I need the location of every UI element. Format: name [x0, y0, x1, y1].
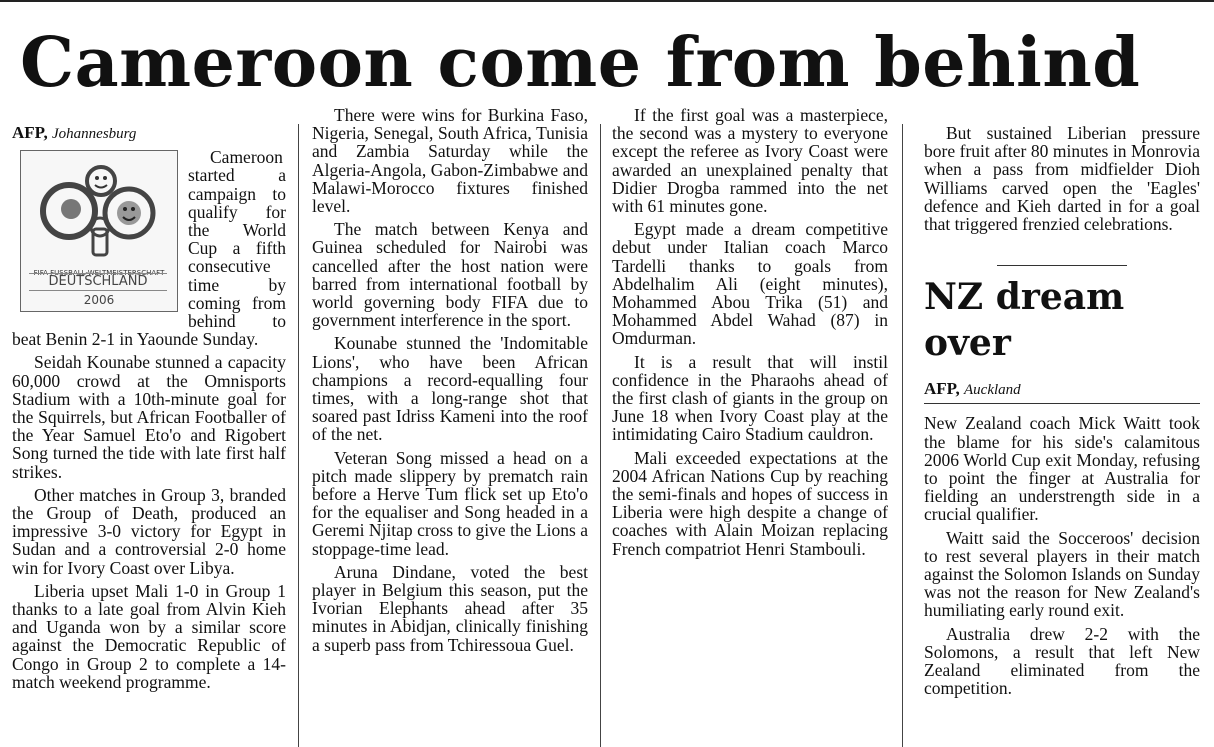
top-rule: [0, 0, 1214, 2]
article-paragraph: Other matches in Group 3, branded the Group of Death, produced an impressive 3-0 victory for Egypt in Sudan and a controversial 2-0 home win for Ivory Coast over Libya.: [12, 484, 286, 578]
article-paragraph: The match between Kenya and Guinea scheduled for Nairobi was cancelled after the host nation were barred from international football by world governing body FIFA due to government interference in the sport.: [312, 219, 588, 331]
column-divider: [600, 124, 601, 747]
sidebar-paragraph: Australia drew 2-2 with the Solomons, a result that left New Zealand eliminated from the competition.: [924, 623, 1200, 699]
column-1: [12, 124, 286, 696]
article-paragraph: It is a result that will instil confidence in the Pharaohs ahead of the first clash of giants in the group on June 18 when Ivory Coast play at the intimidating Cairo Stadium cauldron.: [612, 351, 888, 445]
page-headline: Cameroon come from behind: [20, 23, 1141, 103]
article-paragraph: If the first goal was a masterpiece, the second was a mystery to everyone except the referee as Ivory Coast were awarded an unexplained penalty that Didier Drogba rammed into the net with 61 minutes gone.: [612, 105, 888, 217]
column-divider: [902, 124, 903, 747]
world-cup-emblem-icon: [21, 151, 177, 263]
article-paragraph: Kounabe stunned the 'Indomitable Lions', who have been African champions a record-equalling four times, with a long-range shot that soared past Idriss Kameni into the roof of the net.: [312, 333, 588, 445]
sidebar-rule: [997, 265, 1127, 266]
byline-place: Johannesburg: [52, 126, 137, 142]
sidebar-paragraph: New Zealand coach Mick Waitt took the blame for his side's calamitous 2006 World Cup exit Monday, refusing to point the finger at Australia for fielding an understrength side in a crucial qualifier.: [924, 413, 1200, 525]
sidebar-paragraph: Waitt said the Socceroos' decision to rest several players in their match against the Solomon Islands on Sunday was not the reason for New Zealand's humiliating early round exit.: [924, 527, 1200, 621]
article-paragraph: Veteran Song missed a head on a pitch made slippery by prematch rain before a Herve Tum flick set up Eto'o for the equaliser and Song headed in a Geremi Njitap cross to give the Lions a stoppage-time lead.: [312, 447, 588, 559]
sidebar-byline-place: Auckland: [964, 382, 1021, 399]
sidebar-byline: [924, 380, 1200, 404]
sidebar-headline: NZ dream over: [924, 276, 1125, 365]
article-paragraph: Cameroon started a campaign to qualify for the World Cup a fifth consecutive time by coming from behind to beat Benin 2-1 in Yaounde Sunday.: [12, 147, 286, 350]
logo-caption: FIFA FUSSBALL-WELTMEISTERSCHAFT: [33, 269, 165, 278]
article-paragraph: But sustained Liberian pressure bore fruit after 80 minutes in Monrovia when a pass from midfielder Dioh Williams carved open the 'Eagles' defence and Kieh darted in for a goal that triggered frenzied celebrations.: [924, 123, 1200, 235]
article-paragraph: Mali exceeded expectations at the 2004 African Nations Cup by reaching the semi-finals and hopes of success in Liberia were high despite a change of coaches with Alain Moizan replacing French compatriot Henri Stambouli.: [612, 447, 888, 559]
sidebar-byline-agency: AFP,: [924, 379, 960, 399]
logo-country: DEUTSCHLAND: [29, 273, 167, 291]
logo-year: 2006: [83, 293, 115, 308]
article-paragraph: Aruna Dindane, voted the best player in Belgium this season, put the Ivorian Elephants ahead after 35 minutes in Abidjan, clinically finishing a superb pass from Tchiressoua Guel.: [312, 561, 588, 655]
column-divider: [298, 124, 299, 747]
world-cup-logo: [20, 150, 178, 312]
byline-agency: AFP,: [12, 123, 48, 142]
column-2: [312, 106, 588, 659]
article-paragraph: There were wins for Burkina Faso, Nigeria, Senegal, South Africa, Tunisia and Zambia Saturday while the Algeria-Angola, Gabon-Zimbabwe and Malawi-Morocco fixtures finished level.: [312, 105, 588, 217]
column-4: [924, 124, 1200, 702]
article-paragraph: Liberia upset Mali 1-0 in Group 1 thanks to a late goal from Alvin Kieh and Uganda won by a similar score against the Democratic Republic of Congo in Group 2 to complete a 14-match weekend programme.: [12, 580, 286, 692]
column-3: [612, 106, 888, 563]
article-paragraph: Egypt made a dream competitive debut under Italian coach Marco Tardelli thanks to goals from Abdelhalim Ali (eight minutes), Mohammed Abou Trika (51) and Mohammed Abdel Wahad (87) in Omdurman.: [612, 219, 888, 349]
article-paragraph: Seidah Kounabe stunned a capacity 60,000 crowd at the Omnisports Stadium with a 10th-minute goal for the Squirrels, but African Footballer of the Year Samuel Eto'o and Rigobert Song turned the tide with late first half strikes.: [12, 352, 286, 482]
byline: [12, 124, 286, 143]
